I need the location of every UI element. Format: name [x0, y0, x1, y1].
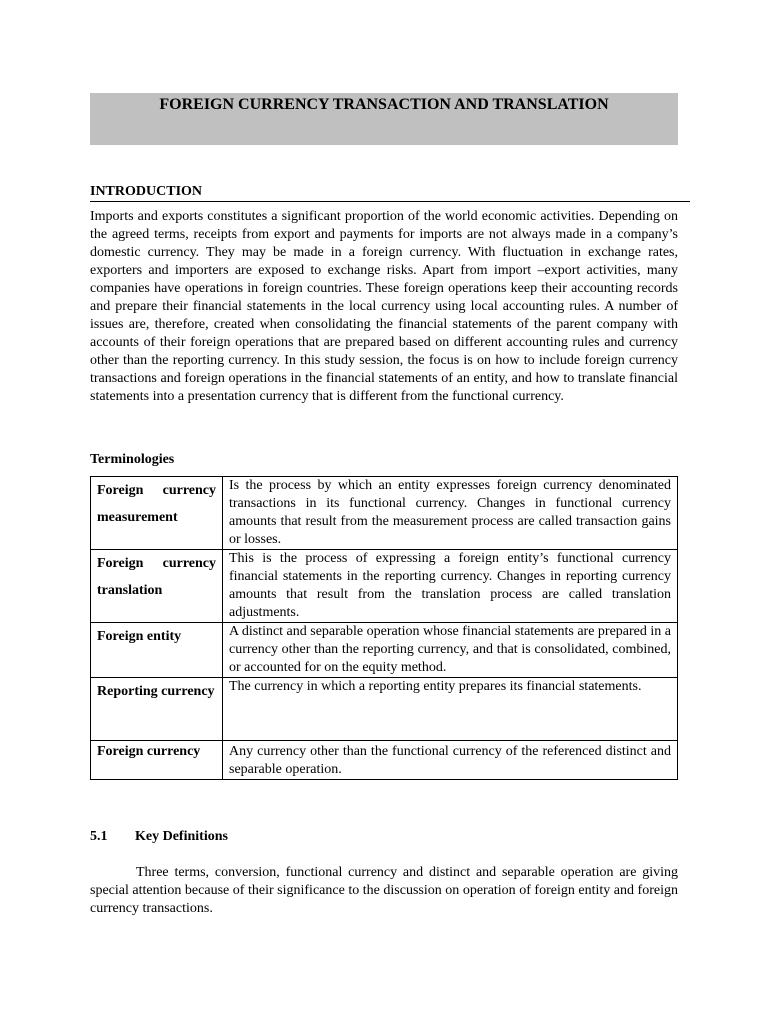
definition-cell: This is the process of expressing a foreign entity’s functional currency financial statements in the reporting currency. Changes in reporting currency amounts that result from the translation process are called translation adjustments. [223, 550, 678, 623]
definition-cell: Any currency other than the functional currency of the referenced distinct and separable operation. [223, 741, 678, 780]
term-cell: Reporting currency [91, 678, 223, 741]
definition-cell: Is the process by which an entity expresses foreign currency denominated transactions in its functional currency. Changes in functional currency amounts that result from the measurement process are called transaction gains or losses. [223, 477, 678, 550]
table-row [91, 741, 678, 780]
term-cell: Foreign currency translation [91, 550, 223, 623]
document-title: FOREIGN CURRENCY TRANSACTION AND TRANSLATION [159, 96, 609, 113]
introduction-paragraph: Imports and exports constitutes a significant proportion of the world economic activities. Depending on the agreed terms, receipts from export and payments for imports are not always made in a company’s domestic currency. They may be made in a foreign currency. With fluctuation in exchange rates, exporters and importers are exposed to exchange risks. Apart from import –export activities, many companies have operations in foreign countries. These foreign operations keep their accounting records and prepare their financial statements in the local currency using local accounting rules. A number of issues are, therefore, created when consolidating the financial statements of the parent company with accounts of their foreign operations that are prepared based on different accounting rules and currency other than the reporting currency. In this study session, the focus is on how to include foreign currency transactions and foreign operations in the financial statements of an entity, and how to translate financial statements into a presentation currency that is different from the functional currency. [90, 209, 678, 404]
section-number: 5.1 [90, 829, 108, 844]
definition-cell: The currency in which a reporting entity prepares its financial statements. [223, 678, 678, 741]
terminologies-heading: Terminologies [90, 452, 175, 467]
terminologies-table [90, 476, 678, 780]
definition-cell: A distinct and separable operation whose financial statements are prepared in a currency other than the reporting currency, and that is consolidated, combined, or accounted for on the equity method. [223, 623, 678, 678]
title-banner [90, 93, 678, 145]
section-paragraph: Three terms, conversion, functional currency and distinct and separable operation are giving special attention because of their significance to the discussion on operation of foreign entity and foreign currency transactions. [90, 865, 678, 916]
table-row [91, 550, 678, 623]
table-row [91, 678, 678, 741]
table-row [91, 623, 678, 678]
introduction-heading: INTRODUCTION [90, 183, 690, 202]
table-row [91, 477, 678, 550]
section-title: Key Definitions [135, 829, 228, 844]
term-cell: Foreign currency measurement [91, 477, 223, 550]
term-cell: Foreign entity [91, 623, 223, 678]
term-cell: Foreign currency [91, 741, 223, 780]
section-heading [90, 828, 228, 845]
